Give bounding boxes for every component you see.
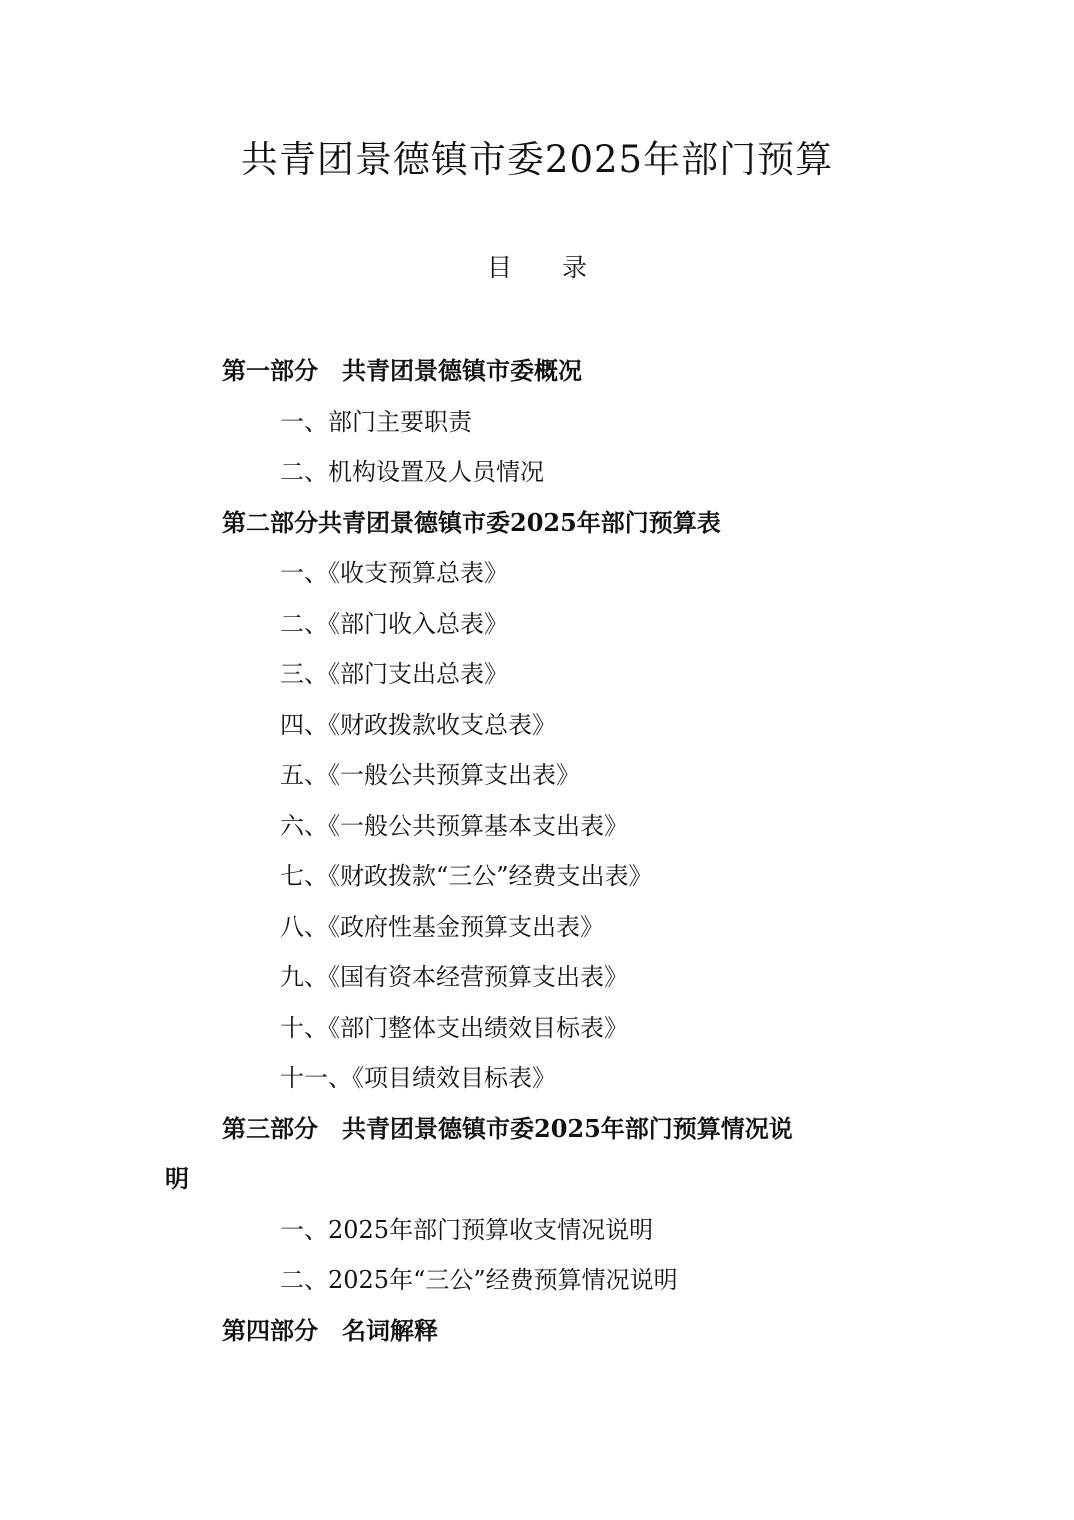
toc-item: 二、2025年“三公”经费预算情况说明 [280, 1266, 678, 1294]
toc-item: 七、《财政拨款“三公”经费支出表》 [280, 862, 653, 890]
document-title: 共青团景德镇市委2025年部门预算 [240, 138, 834, 181]
toc-item: 九、《国有资本经营预算支出表》 [280, 963, 628, 991]
toc-part-3-continued: 明 [165, 1164, 189, 1193]
toc-part-1: 第一部分 共青团景德镇市委概况 [222, 356, 582, 385]
toc-item: 二、机构设置及人员情况 [280, 458, 544, 486]
toc-part-3: 第三部分 共青团景德镇市委2025年部门预算情况说 [222, 1113, 793, 1143]
toc-item: 三、《部门支出总表》 [280, 660, 508, 688]
toc-item: 一、《收支预算总表》 [280, 559, 508, 587]
toc-item: 十、《部门整体支出绩效目标表》 [280, 1013, 628, 1042]
toc-part-4: 第四部分 名词解释 [222, 1315, 438, 1345]
table-of-contents [0, 346, 1074, 1356]
toc-item: 十一、《项目绩效目标表》 [280, 1064, 556, 1092]
toc-item: 四、《财政拨款收支总表》 [280, 710, 556, 739]
toc-item: 八、《政府性基金预算支出表》 [280, 912, 604, 941]
toc-part-2: 第二部分共青团景德镇市委2025年部门预算表 [222, 507, 721, 537]
toc-item: 一、部门主要职责 [280, 407, 472, 436]
toc-item: 六、《一般公共预算基本支出表》 [280, 811, 628, 840]
toc-heading: 目录 [486, 253, 637, 282]
toc-item: 五、《一般公共预算支出表》 [280, 761, 580, 789]
toc-item: 一、2025年部门预算收支情况说明 [280, 1215, 654, 1244]
toc-item: 二、《部门收入总表》 [280, 609, 508, 638]
